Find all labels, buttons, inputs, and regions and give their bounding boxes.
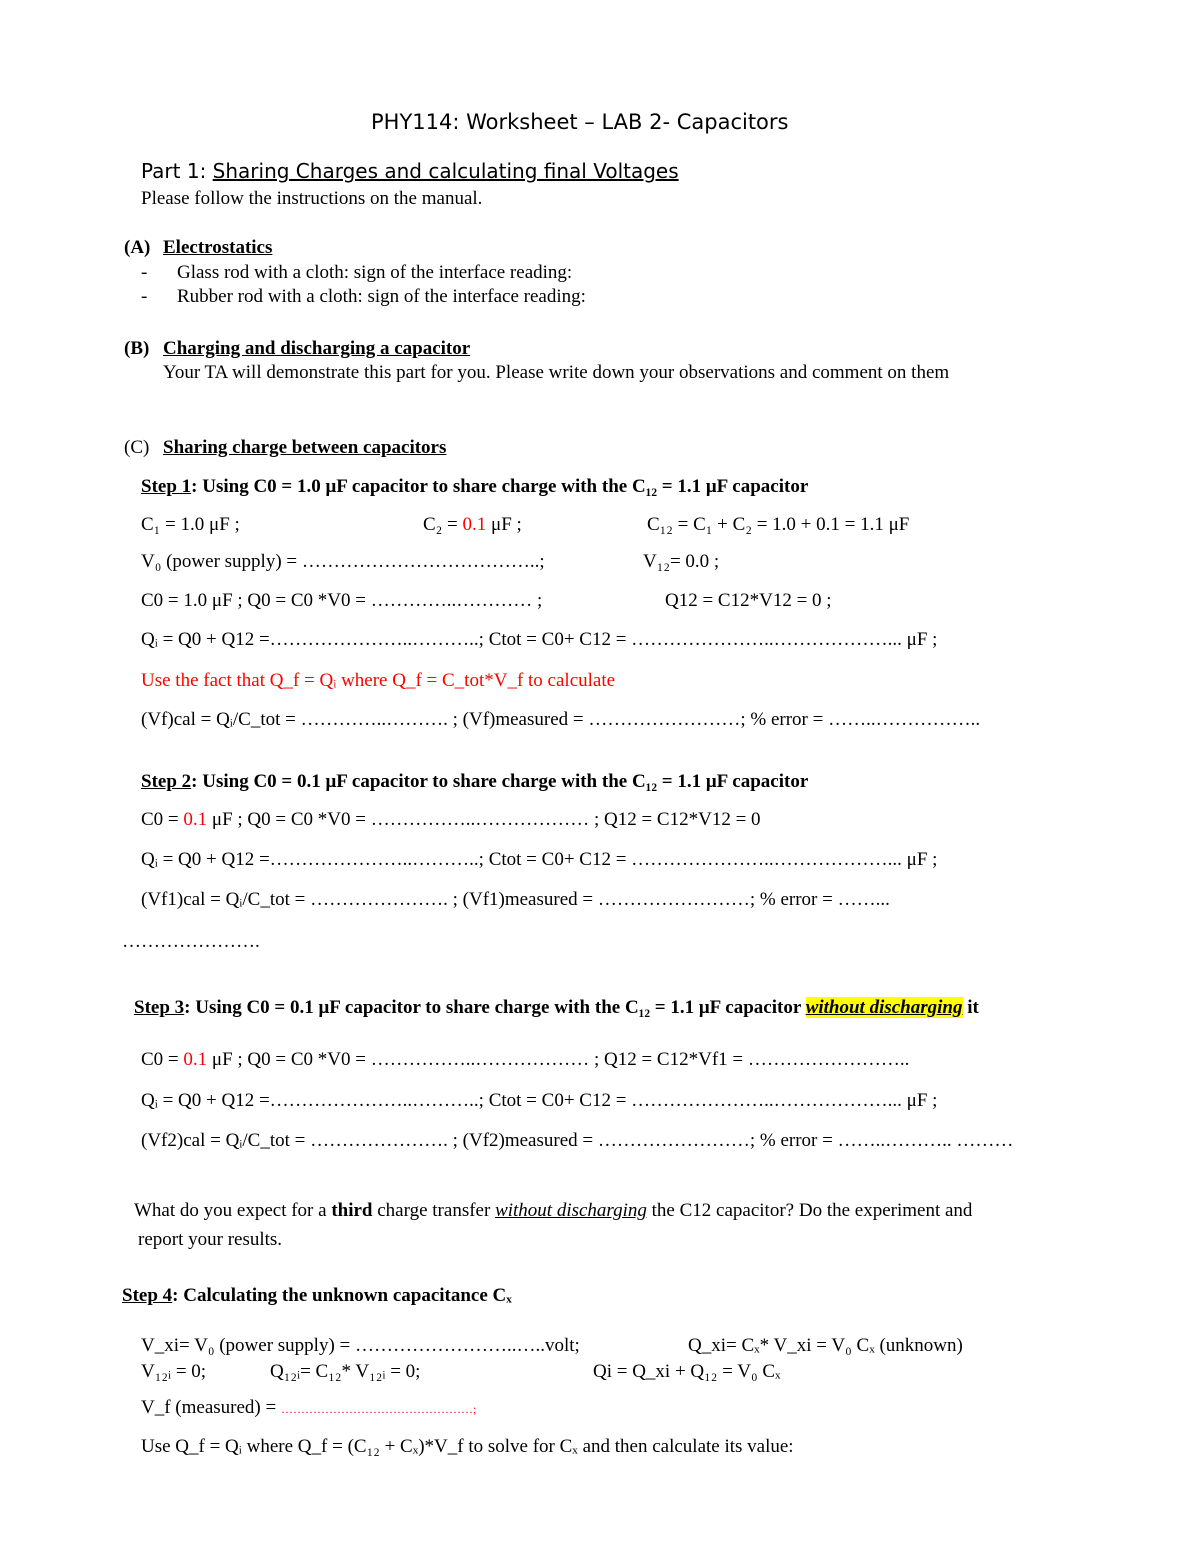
section-b-text: Your TA will demonstrate this part for you. Please write down your observations and comment on them	[163, 362, 950, 383]
section-b-heading: Charging and discharging a capacitor	[163, 338, 471, 359]
section-c-heading: Sharing charge between capacitors	[163, 437, 447, 458]
step2-c0-prefix: C0 =	[141, 809, 184, 830]
step4-label: Step 4	[122, 1285, 173, 1306]
question-part-a: What do you expect for a	[134, 1200, 332, 1221]
part1-label: Part 1:	[141, 159, 213, 183]
step1-c2-prefix: C₂ =	[423, 514, 463, 535]
step1-use-fact: Use the fact that Q_f = Qᵢ where Q_f = C_tot*V_f to calculate	[141, 670, 616, 691]
step1-c12: C₁₂ = C₁ + C₂ = 1.0 + 0.1 = 1.1 μF	[647, 514, 910, 535]
step4-qi: Qi = Q_xi + Q₁₂ = V₀ Cₓ	[593, 1361, 781, 1382]
step4-heading-text: : Calculating the unknown capacitance Cₓ	[172, 1285, 512, 1306]
step1-c2-value: 0.1	[462, 514, 487, 535]
section-a-heading: Electrostatics	[163, 237, 273, 258]
step2-qi: Qᵢ = Q0 + Q12 =…………………..………..; Ctot = C0+ C12 = …………………..………………... μF ;	[141, 849, 938, 870]
bullet-dash-icon: -	[141, 286, 148, 307]
section-a-item-2: Rubber rod with a cloth: sign of the interface reading:	[177, 286, 586, 307]
step3-c0-prefix: C0 =	[141, 1049, 184, 1070]
step1-heading-text: : Using C0 = 1.0 μF capacitor to share charge with the C₁₂ = 1.1 μF capacitor	[191, 476, 809, 497]
step3-highlight: without discharging	[805, 997, 963, 1018]
step3-c0	[141, 1049, 909, 1071]
step1-q12: Q12 = C12*V12 = 0 ;	[665, 590, 832, 611]
question-line-2: report your results.	[138, 1229, 283, 1250]
page-title: PHY114: Worksheet – LAB 2- Capacitors	[371, 110, 789, 134]
question-line-1	[134, 1200, 972, 1222]
step3-heading-text: : Using C0 = 0.1 μF capacitor to share charge with the C₁₂ = 1.1 μF capacitor	[184, 997, 806, 1018]
step3-qi: Qᵢ = Q0 + Q12 =…………………..………..; Ctot = C0+ C12 = …………………..………………... μF ;	[141, 1090, 938, 1111]
step1-c0: C0 = 1.0 μF ; Q0 = C0 *V0 = …………..………… ;	[141, 590, 543, 611]
step4-q12i: Q₁₂ᵢ= C₁₂* V₁₂ᵢ = 0;	[270, 1361, 421, 1382]
step2-continuation: ………………….	[122, 931, 260, 952]
part1-heading	[141, 160, 679, 183]
step1-c1: C₁ = 1.0 μF ;	[141, 514, 240, 535]
step3-tail: it	[962, 997, 979, 1018]
section-c-marker: (C)	[124, 437, 150, 458]
step1-vf: (Vf)cal = Qᵢ/C_tot = …………..………. ; (Vf)measured = ……………………; % error = ……..……………..	[141, 709, 981, 730]
step4-v12i: V₁₂ᵢ = 0;	[141, 1361, 207, 1382]
step3-heading	[134, 997, 979, 1019]
step1-heading	[141, 476, 808, 498]
step1-c2-suffix: μF ;	[486, 514, 522, 535]
step4-vf-fill: …………………………………………;	[280, 1402, 477, 1416]
part1-instructions: Please follow the instructions on the manual.	[141, 188, 483, 209]
step2-vf1: (Vf1)cal = Qᵢ/C_tot = …………………. ; (Vf1)measured = ……………………; % error = ……...	[141, 889, 890, 910]
step2-c0-suffix: μF ; Q0 = C0 *V0 = ……………..……………… ; Q12 = C12*V12 = 0	[207, 809, 761, 830]
part1-title: Sharing Charges and calculating final Voltages	[212, 159, 679, 183]
step4-qxi: Q_xi= Cₓ* V_xi = V₀ Cₓ (unknown)	[688, 1335, 963, 1356]
step1-v12: V₁₂= 0.0 ;	[643, 551, 720, 572]
step3-c0-suffix: μF ; Q0 = C0 *V0 = ……………..……………… ; Q12 = C12*Vf1 = ……………………..	[207, 1049, 910, 1070]
step2-heading	[141, 771, 808, 793]
section-a-item-1: Glass rod with a cloth: sign of the interface reading:	[177, 262, 573, 283]
section-a-marker: (A)	[124, 237, 151, 258]
question-bold: third	[331, 1200, 373, 1221]
step3-vf2: (Vf2)cal = Qᵢ/C_tot = …………………. ; (Vf2)measured = ……………………; % error = ……..……….. ………	[141, 1130, 1014, 1151]
step4-use: Use Q_f = Qᵢ where Q_f = (C₁₂ + Cₓ)*V_f to solve for Cₓ and then calculate its value:	[141, 1436, 794, 1457]
step3-c0-value: 0.1	[183, 1049, 208, 1070]
step2-c0	[141, 809, 761, 831]
step1-v0: V₀ (power supply) = ………………………………..;	[141, 551, 545, 572]
step2-c0-value: 0.1	[183, 809, 208, 830]
step2-heading-text: : Using C0 = 0.1 μF capacitor to share charge with the C₁₂ = 1.1 μF capacitor	[191, 771, 809, 792]
step4-heading	[122, 1285, 512, 1307]
section-b-marker: (B)	[124, 338, 150, 359]
step4-vxi: V_xi= V₀ (power supply) = ……………………..…..volt;	[141, 1335, 580, 1356]
question-part-b: charge transfer	[372, 1200, 496, 1221]
step1-c2	[423, 514, 522, 536]
step4-vf-label: V_f (measured) =	[141, 1397, 281, 1418]
bullet-dash-icon: -	[141, 262, 148, 283]
question-emphasis: without discharging	[495, 1200, 647, 1221]
step1-label: Step 1	[141, 476, 192, 497]
step3-label: Step 3	[134, 997, 185, 1018]
step1-qi: Qᵢ = Q0 + Q12 =…………………..………..; Ctot = C0+ C12 = …………………..………………... μF ;	[141, 629, 938, 650]
step2-label: Step 2	[141, 771, 192, 792]
step4-vf	[141, 1397, 476, 1419]
question-part-c: the C12 capacitor? Do the experiment and	[646, 1200, 973, 1221]
